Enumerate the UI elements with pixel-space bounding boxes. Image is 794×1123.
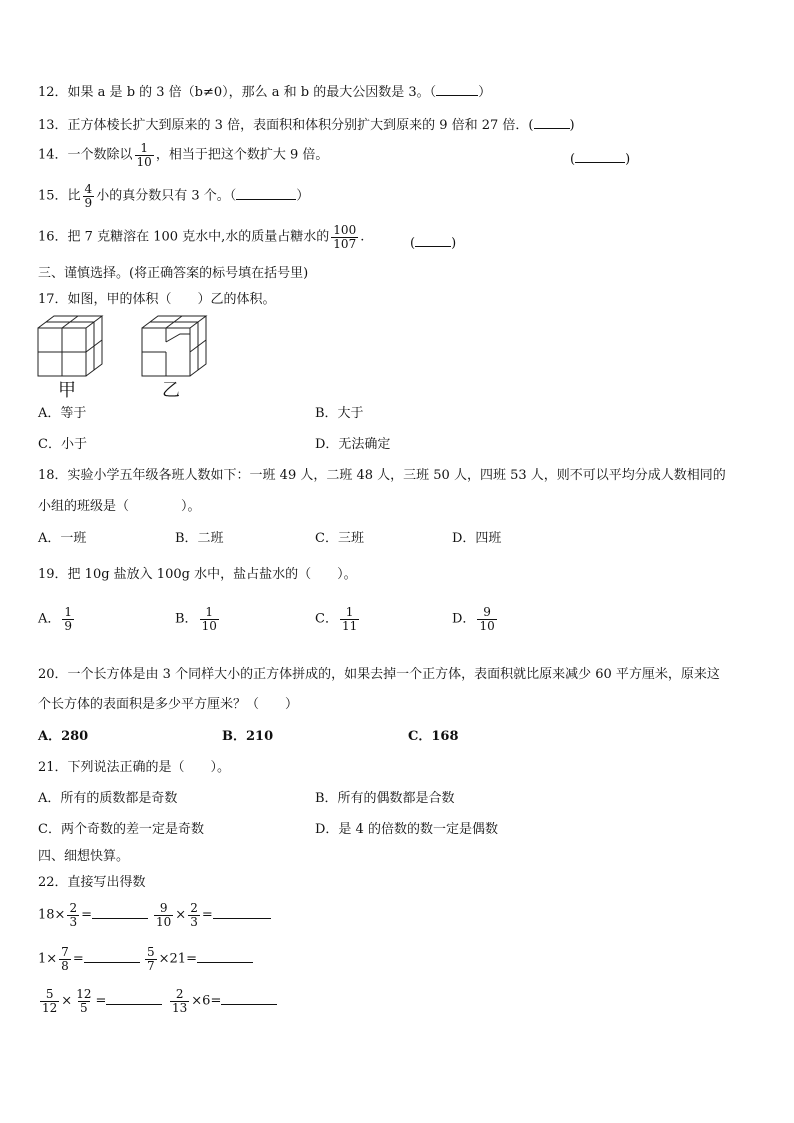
question-15: 15．比 $\frac{4}{9}$ 小的真分数只有 3 个。（ ） <box>38 182 310 210</box>
option-a[interactable]: A． $\frac{1}{9}$ <box>38 605 73 633</box>
question-21: 21．下列说法正确的是（ ）。 <box>38 760 231 775</box>
option-b[interactable]: B．二班 <box>175 531 224 546</box>
figure-label-a: 甲 <box>58 380 76 401</box>
answer-blank[interactable] <box>534 116 570 129</box>
question-12-text: 12．如果 a 是 b 的 3 倍（b≠0），那么 a 和 b 的最大公因数是 3。（ <box>38 85 437 100</box>
calc-expression-5: $\frac{5}{12}$ × $\frac{12}{5}$ = <box>38 988 162 1014</box>
question-16-answer: ( ) <box>410 236 457 251</box>
answer-blank[interactable] <box>436 83 478 96</box>
question-16: 16．把 7 克糖溶在 100 克水中,水的质量占糖水的 $\frac{100}{107}$ . <box>38 223 365 251</box>
question-18-line1: 18．实验小学五年级各班人数如下：一班 49 人，二班 48 人，三班 50 人，四班 53 人，则不可以平均分成人数相同的 <box>38 468 726 483</box>
question-12: 12．如果 a 是 b 的 3 倍（b≠0），那么 a 和 b 的最大公因数是 3。（ ） <box>38 85 492 100</box>
answer-blank[interactable] <box>213 906 271 919</box>
cube-figures <box>34 312 214 384</box>
option-b[interactable]: B． $\frac{1}{10}$ <box>175 605 217 633</box>
option-b[interactable]: B．大于 <box>315 406 364 421</box>
option-d[interactable]: D．是 4 的倍数的数一定是偶数 <box>315 822 498 837</box>
question-20-line1: 20．一个长方体是由 3 个同样大小的正方体拼成的，如果去掉一个正方体，表面积就比原来减少 60 平方厘米，原来这 <box>38 667 720 682</box>
fraction: $\frac{1}{11}$ <box>341 605 358 633</box>
question-18-line2: 小组的班级是（ ）。 <box>38 499 201 514</box>
option-c[interactable]: C．168 <box>408 729 459 744</box>
cube-figure-b <box>142 316 206 376</box>
question-13: 13．正方体棱长扩大到原来的 3 倍，表面积和体积分别扩大到原来的 9 倍和 27 倍．( ) <box>38 118 575 133</box>
option-b[interactable]: B．210 <box>222 729 274 744</box>
answer-blank[interactable] <box>84 950 140 963</box>
question-14-answer: ( ) <box>570 152 631 167</box>
question-20-line2: 个长方体的表面积是多少平方厘米？（ ） <box>38 697 299 712</box>
fraction: $\frac{9}{10}$ <box>156 901 172 929</box>
option-c[interactable]: C．两个奇数的差一定是奇数 <box>38 822 204 837</box>
question-19: 19．把 10g 盐放入 100g 水中，盐占盐水的（ ）。 <box>38 567 357 582</box>
question-14: 14．一个数除以 $\frac{1}{10}$ ，相当于把这个数扩大 9 倍。 <box>38 141 329 169</box>
option-a[interactable]: A．所有的质数都是奇数 <box>38 791 178 806</box>
fraction: $\frac{9}{10}$ <box>479 605 495 633</box>
section-heading-4: 四、细想快算。 <box>38 849 130 864</box>
question-13-text: 13．正方体棱长扩大到原来的 3 倍，表面积和体积分别扩大到原来的 9 倍和 27 倍．( <box>38 118 534 133</box>
answer-blank[interactable] <box>197 950 253 963</box>
answer-blank[interactable] <box>92 906 148 919</box>
cube-figure-a <box>38 316 102 376</box>
option-d[interactable]: D． $\frac{9}{10}$ <box>452 605 495 633</box>
question-17: 17．如图，甲的体积（ ）乙的体积。 <box>38 292 276 307</box>
fraction: $\frac{4}{9}$ <box>84 182 93 210</box>
fraction: $\frac{2}{3}$ <box>190 901 198 929</box>
calc-expression-2: $\frac{9}{10}$ × $\frac{2}{3}$ = <box>152 902 271 928</box>
answer-blank[interactable] <box>575 150 625 163</box>
fraction: $\frac{12}{5}$ <box>76 987 92 1015</box>
section-heading-3: 三、谨慎选择。(将正确答案的标号填在括号里) <box>38 266 309 281</box>
calc-expression-1: 18× $\frac{2}{3}$ = <box>38 902 148 928</box>
fraction: $\frac{100}{107}$ <box>333 223 357 251</box>
calc-expression-6: $\frac{2}{13}$ ×6= <box>168 988 277 1014</box>
question-22: 22．直接写出得数 <box>38 875 146 890</box>
fraction: $\frac{7}{8}$ <box>61 945 69 973</box>
fraction: $\frac{2}{3}$ <box>69 901 78 929</box>
answer-blank[interactable] <box>106 992 162 1005</box>
option-c[interactable]: C． $\frac{1}{11}$ <box>315 605 358 633</box>
option-d[interactable]: D．无法确定 <box>315 437 391 452</box>
fraction: $\frac{5}{12}$ <box>42 987 58 1015</box>
calc-expression-4: $\frac{5}{7}$ ×21= <box>143 946 253 972</box>
option-a[interactable]: A．等于 <box>38 406 87 421</box>
option-a[interactable]: A．一班 <box>38 531 87 546</box>
calc-expression-3: 1× $\frac{7}{8}$ = <box>38 946 140 972</box>
option-c[interactable]: C．三班 <box>315 531 364 546</box>
fraction: $\frac{2}{13}$ <box>172 987 188 1015</box>
figure-label-b: 乙 <box>162 380 180 401</box>
answer-blank[interactable] <box>236 187 296 200</box>
option-d[interactable]: D．四班 <box>452 531 502 546</box>
fraction: $\frac{1}{9}$ <box>64 605 73 633</box>
answer-blank[interactable] <box>221 992 277 1005</box>
fraction: $\frac{5}{7}$ <box>147 945 155 973</box>
fraction: $\frac{1}{10}$ <box>136 141 152 169</box>
option-c[interactable]: C．小于 <box>38 437 87 452</box>
option-a[interactable]: A．280 <box>38 729 89 744</box>
option-b[interactable]: B．所有的偶数都是合数 <box>315 791 455 806</box>
fraction: $\frac{1}{10}$ <box>201 605 217 633</box>
answer-blank[interactable] <box>415 234 451 247</box>
